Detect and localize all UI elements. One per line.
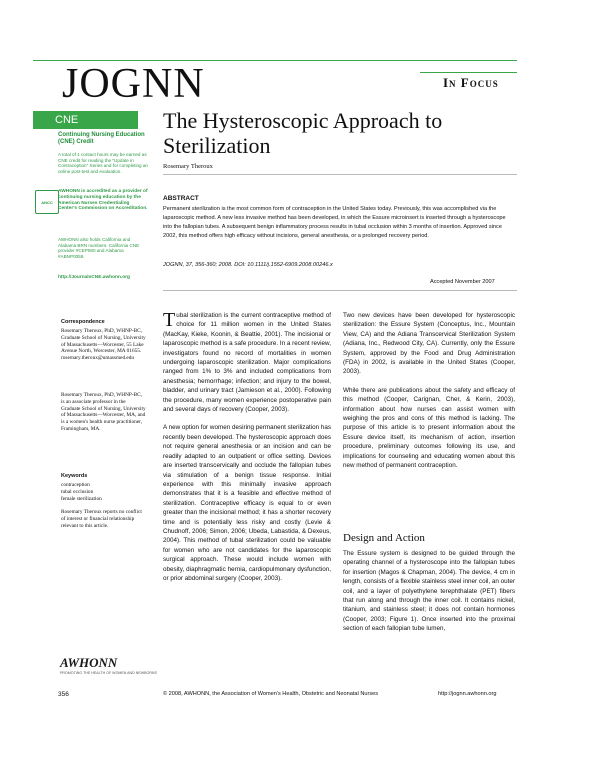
correspondence-text: Rosemary Theroux, PhD, WHNP-BC, Graduate School of Nursing, University of Massachusetts—Worcester, 55 Lake Avenue North, Worcester, MA 01655. rosemary.theroux@umassmed.edu [61, 328, 146, 362]
keyword-item: female sterilization [61, 496, 102, 502]
body-paragraph: While there are publications about the safety and efficacy of this method (Cooper, Carignan, Cher, & Kerin, 2003), information about how nurses can assist women with weighing the pros and cons of this method is lacking. The purpose of this article is to present information about the Essure device itself, its mechanism of action, insertion procedure, preliminary outcomes following its use, and implications for counseling and educating women about this new method of permanent contraception. [343, 386, 515, 470]
keyword-item: contraception [61, 482, 90, 488]
keyword-item: tubal occlusion [61, 489, 94, 495]
cne-banner [33, 111, 138, 129]
abstract-text: Permanent sterilization is the most common form of contraception in the United States today. Previously, this was accomplished via the laparoscopic method. A new less invasive method has been developed, in which the Essure microinsert is inserted through a hysteroscope into the fallopian tubes. A subsequent benign inflammatory process results in tubal occlusion within 3 months of insertion. Approved since 2002, this method offers high efficacy without incisions, general anesthesia, or a prolonged recovery period. [163, 206, 506, 239]
body-column-2-continued [343, 549, 515, 643]
copyright: © 2008, AWHONN, the Association of Women's Health, Obstetric and Neonatal Nurses [163, 691, 379, 697]
journal-url[interactable]: http://jognn.awhonn.org [438, 691, 497, 697]
article-author: Rosemary Theroux [163, 163, 213, 170]
correspondence-heading: Correspondence [61, 319, 105, 325]
awhonn-logo-tagline: PROMOTING THE HEALTH OF WOMEN AND NEWBORNS [60, 671, 157, 675]
cne-accreditation: AWHONN is accredited as a provider of continuing nursing education by the American Nurses Credentialing Center's Commission on Accreditation. [58, 189, 148, 212]
body-paragraph: A new option for women desiring permanent sterilization has recently been developed. The hysteroscopic approach does not require general anesthesia or an incision and can be readily adapted to an outpatient or office setting. Devices are inserted transcervically and occlude the fallopian tubes via stimulation of a benign tissue response. Initial experience with this minimally invasive approach demonstrates that it is a feasible and effective method of sterilization. Contraceptive efficacy is equal to or even greater than the incisional method; it has a shorter recovery time and is potentially less risky and costly (Levie & Chudnoff, 2006; Simon, 2006; Ubeda, Labastida, & Dexeus, 2004). This method of tubal sterilization could be valuable for women who are not candidates for the laparoscopic surgical approach. These would include women with obesity, diaphragmatic hernia, cardiopulmonary dysfunction, or prior abdominal surgery (Cooper, 2003). [163, 424, 332, 582]
section-label: In Focus [443, 75, 499, 90]
abstract-divider [163, 290, 517, 291]
section-rule [420, 72, 517, 73]
title-divider [163, 174, 517, 175]
keywords-heading: Keywords [61, 473, 88, 479]
body-paragraph: Tubal sterilization is the current contraceptive method of choice for 11 million women in the United States (MacKay, Kieke, Koonin, & Beattie, 2001). The incisional or laparoscopic method is a safe procedure. In a recent review, investigators found no record of mortalities in women undergoing laparoscopic sterilization. Major complications ranged from 1% to 3% and included complications from anesthesia; hemorrhage; infection; and injury to the bowel, bladder, and urinary tract (Jamieson et al., 2000). Following the procedure, many women experience postoperative pain and several days of recovery (Cooper, 2003). [163, 309, 332, 414]
awhonn-logo-text: AWHONN [60, 655, 118, 670]
citation: JOGNN, 37, 356-360; 2008. DOI: 10.1111/j.1552-6909.2008.00246.x [163, 262, 333, 268]
cne-provider-numbers: AWHONN also holds California and Alabama BRN numbers. California CNE provider #CEP580 and Alabama #ABNP0058. [58, 237, 140, 259]
body-column-2 [343, 311, 515, 480]
drop-cap: T [163, 309, 176, 331]
body-paragraph: The Essure system is designed to be guided through the operating channel of a hysteroscope into the fallopian tubes for insertion (Magos & Chapman, 2004). The device, 4 cm in length, consists of a flexible stainless steel inner coil, an outer coil, and a layer of polyethylene terephthalate (PET) fibers that run along and through the inner coil. It contains nickel, titanium, and stainless steel; it does not contain hormones (Cooper, 2003; Figure 1). Once inserted into the proximal section of each fallopian tube lumen, [343, 550, 515, 633]
body-column-1 [163, 311, 331, 592]
cne-link[interactable]: http://JournalsCNE.awhonn.org [58, 275, 130, 280]
ancc-logo-icon: ANCC [35, 190, 59, 214]
article-title: The Hysteroscopic Approach to Sterilization [163, 108, 443, 158]
cne-label: CNE [55, 114, 79, 126]
author-bio: Rosemary Theroux, PhD, WHNP-BC, is an associate professor in the Graduate School of Nursing, University of Massachusetts—Worcester, MA, and is a women's health nurse practitioner, Framingham, MA. [61, 392, 146, 432]
cne-description: A total of 1 contact hours may be earned as CNE credit for reading the "Update in Contraception" Series and for completing an online post-test and evaluation. [58, 152, 148, 174]
body-paragraph: Two new devices have been developed for hysteroscopic sterilization: the Essure System (Conceptus, Inc., Mountain View, CA) and the Adiana Transcervical Sterilization System (Adiana, Inc., Redwood City, CA). Currently, only the Essure System, approved by the Food and Drug Administration (FDA) in 2002, is available in the United States (Cooper, 2003). [343, 312, 515, 376]
abstract-heading: ABSTRACT [163, 195, 199, 202]
cne-title: Continuing Nursing Education (CNE) Credit [58, 132, 145, 145]
page-number: 356 [58, 691, 69, 698]
section-heading: Design and Action [343, 532, 425, 544]
awhonn-logo [60, 655, 157, 677]
journal-logo: JOGNN [62, 61, 205, 107]
disclosure-text: Rosemary Theroux reports no conflict of interest or financial relationship relevant to this article. [61, 509, 142, 529]
accepted-date: Accepted November 2007 [430, 279, 495, 285]
